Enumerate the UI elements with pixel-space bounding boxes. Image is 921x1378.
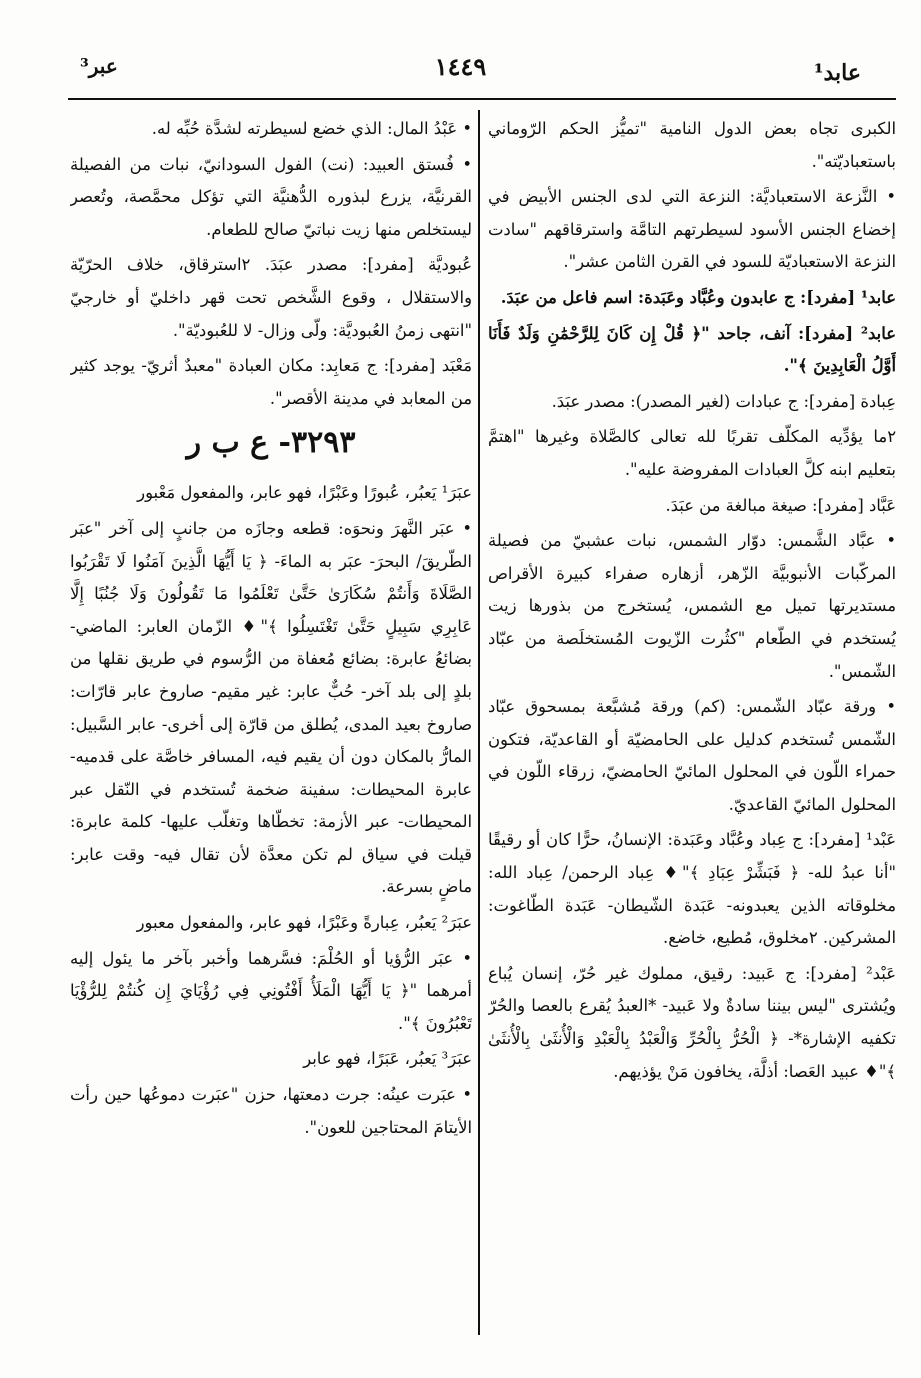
entry-paragraph: عَبْد² [مفرد]: ج عَبيد: رقيق، مملوك غير حُرّ، إنسان يُباع ويُشترى "ليس بيننا سادةٌ ولا عَبيد- *العبدُ يُقرع بالعصا والحُرّ تكفيه الإشارة*- ﴿ الْحُرُّ بِالْحُرِّ وَالْعَبْدُ بِالْعَبْدِ وَالْأُنثَىٰ بِالْأُنثَىٰ ﴾"♦ عبيد العَصا: أذلَّة، يخافون مَنْ يؤذيهم. [488, 963, 896, 1081]
header-rule [68, 98, 896, 100]
entry-paragraph: عبَرَ³ يَعبُر، عَبَرًا، فهو عابر [303, 1049, 472, 1069]
entry-paragraph: عبَرَ¹ يَعبُر، عُبورًا وعَبْرًا، فهو عابر، والمفعول مَعْبور [137, 483, 472, 503]
left-column [70, 113, 472, 1343]
entry-paragraph: عِبادة [مفرد]: ج عبادات (لغير المصدر): مصدر عبَدَ. [551, 391, 896, 411]
entry-paragraph: • عبَرت عينُه: جرت دمعتها، حزن "عبَرت دموعُها حين رأت الأيتامَ المحتاجين للعون". [70, 1085, 472, 1137]
entry-paragraph: الكبرى تجاه بعض الدول النامية "تميُّز الحكم الرّوماني باستعباديّته". [488, 119, 896, 171]
entry-paragraph: • النَّزعة الاستعباديَّة: النزعة التي لدى الجنس الأبيض في إخضاع الجنس الأسود لسيطرتهم التامَّة واسترقاقهم "سادت النزعة الاستعباديّة للسود في القرن الثامن عشر". [488, 187, 896, 272]
entry-paragraph: • عبَر النَّهرَ ونحوَه: قطعه وجازَه من جانبٍ إلى آخر "عبَر الطّريقَ/ البحرَ- عبَر به الماءَ- ﴿ يَا أَيُّهَا الَّذِينَ آمَنُوا لَا تَقْرَبُوا الصَّلَاةَ وَأَنتُمْ سُكَارَىٰ حَتَّىٰ تَعْلَمُوا مَا تَقُولُونَ وَلَا جُنُبًا إِلَّا عَابِرِي سَبِيلٍ حَتَّىٰ تَغْتَسِلُوا ﴾"♦ الزّمان العابر: الماضي- بضائعُ عابرة: بضائع مُعفاة من الرُّسوم في طريق نقلها من بلدٍ إلى بلد آخر- حُبٌّ عابر: غير مقيم- صاروخ عابر قارّات: صاروخ بعيد المدى، يُطلق من قارّة إلى أخرى- عابر السَّبيل: المارُّ بالمكان دون أن يقيم فيه، المسافر خاصَّة على قدميه- عابرة المحيطات: سفينة ضخمة تُستخدم في النّقل عبر المحيطات- عبر الأزمة: تخطّاها وتغلّب عليها- كلمة عابرة: قيلت في سياق لم تكن معدَّة لأن تقال فيه- وقت عابر: ماضٍ بسرعة. [70, 518, 472, 897]
guide-word-first: عابد¹ [813, 60, 861, 86]
entry-paragraph: عبَرَ² يَعبُر، عِبارةً وعَبْرًا، فهو عابر، والمفعول معبور [136, 913, 472, 933]
entry-paragraph: عابد² [مفرد]: آنف، جاحد "﴿ قُلْ إِن كَانَ لِلرَّحْمَٰنِ وَلَدٌ فَأَنَا أَوَّلُ الْعَابِدِينَ ﴾". [488, 323, 896, 376]
page-number: ١٤٤٩ [434, 52, 487, 81]
entry-paragraph: • عَبْدُ المال: الذي خضع لسيطرته لشدَّة حُبِّه له. [151, 119, 472, 138]
entry-paragraph: • فُستق العبيد: (نت) الفول السودانيّ، نبات من الفصيلة القرنيَّة، يزرع لبذوره الدُّهنيَّة التي تؤكل محمَّصة، وتُعصر ليستخلص منها زيت نباتيّ صالح للطعام. [70, 154, 472, 239]
entry-paragraph: مَعْبَد [مفرد]: ج مَعابِد: مكان العبادة "معبدٌ أثريّ- يوجد كثير من المعابد في مدينة الأقصر". [70, 356, 472, 408]
entry-paragraph: عُبوديَّة [مفرد]: مصدر عبَدَ. ٢استرقاق، خلاف الحرّيّة والاستقلال ، وقوع الشَّخص تحت قهر داخليّ أو خارجيّ "انتهى زمنُ العُبوديَّة: ولّى وزال- لا للعُبوديّة". [70, 255, 472, 340]
entry-paragraph: عَبْد¹ [مفرد]: ج عِباد وعُبَّاد وعَبَدة: الإنسانُ، حرًّا كان أو رقيقًا "أنا عبدُ لله- ﴿ فَبَشِّرْ عِبَادِ ﴾"♦ عِباد الرحمن/ عِباد الله: مخلوقاته الذين يعبدونه- عَبَدة الشّيطان- عَبَدة الطّاغوت: المشركين. ٢مخلوق، مُطيع، خاضع. [488, 830, 896, 948]
right-column [488, 113, 896, 1343]
entry-paragraph: • ورقة عبّاد الشّمس: (كم) ورقة مُشبَّعة بمسحوق عبّاد الشّمس تُستخدم كدليل على الحامضيّة أو القاعديّة، فتكون حمراء اللّون في المحلول المائيّ الحامضيّ، زرقاء اللّون في المحلول المائيّ القاعديّ. [488, 697, 896, 814]
guide-word-last: عبر³ [80, 54, 118, 78]
page-header [0, 40, 921, 100]
root-heading: ٣٢٩٣- ع ب ر [186, 425, 356, 461]
entry-paragraph: عَبَّاد [مفرد]: صيغة مبالغة من عبَدَ. [665, 495, 896, 515]
entry-paragraph: عابد¹ [مفرد]: ج عابدون وعُبَّاد وعَبَدة: اسم فاعل من عبَدَ. [500, 287, 896, 307]
entry-paragraph: • عبَّاد الشَّمس: دوّار الشمس، نبات عشبيّ من فصيلة المركّبات الأنبوبيَّة الزّهر، أزهاره صفراء كبيرة الأقراص مستديرتها تميل مع الشمس، يُستخرج من بذورها زيت يُستخدم في الطّعام "كثُرت الزّيوت المُستخلَصة من عبّاد الشّمس". [488, 531, 896, 681]
entry-paragraph: • عبَر الرُّؤيا أو الحُلْمَ: فسَّرهما وأخبر بآخر ما يئول إليه أمرهما "﴿ يَا أَيُّهَا الْمَلَأُ أَفْتُونِي فِي رُؤْيَايَ إِن كُنتُمْ لِلرُّؤْيَا تَعْبُرُونَ ﴾". [70, 948, 472, 1033]
column-divider [478, 110, 480, 1335]
entry-paragraph: ٢ما يؤدِّيه المكلّف تقربًا لله تعالى كالصَّلاة وغيرها "اهتمَّ بتعليم ابنه كلَّ العبادات المفروضة عليه". [488, 427, 896, 479]
